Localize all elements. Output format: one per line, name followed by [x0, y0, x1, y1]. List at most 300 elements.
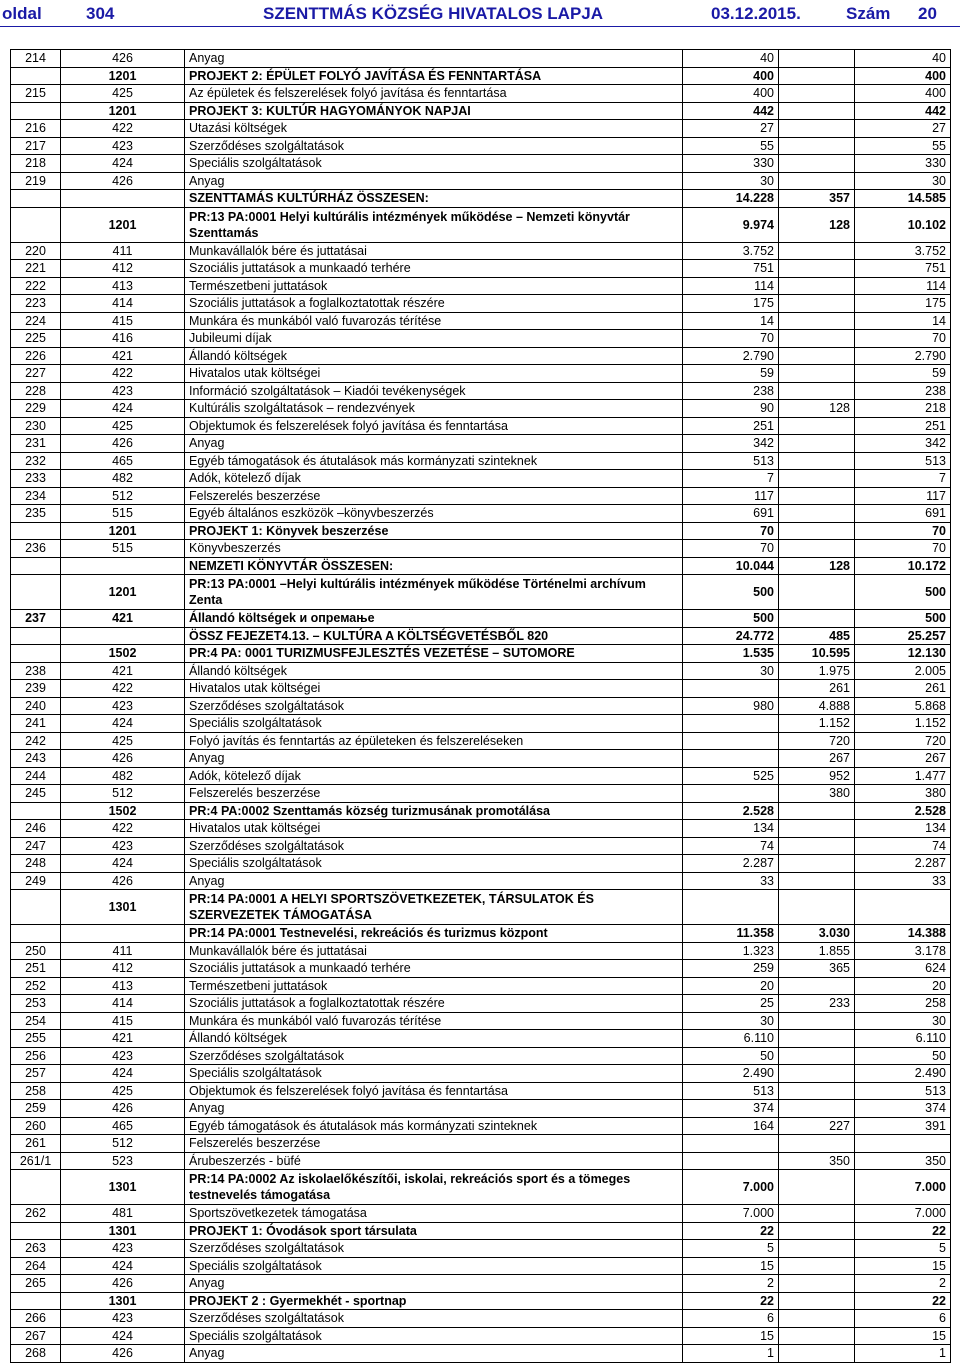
table-row: [11, 1065, 951, 1083]
cell-amount-1: 50: [683, 1047, 779, 1065]
table-row: [11, 1257, 951, 1275]
cell-description: Anyag: [185, 1345, 683, 1363]
cell-account-code: 422: [61, 120, 185, 138]
cell-amount-1: 442: [683, 102, 779, 120]
cell-amount-2: [779, 1082, 855, 1100]
cell-row-number: 262: [11, 1205, 61, 1223]
cell-amount-2: [779, 1065, 855, 1083]
cell-row-number: 246: [11, 820, 61, 838]
cell-row-number: [11, 890, 61, 925]
cell-description: Anyag: [185, 50, 683, 68]
cell-account-code: 414: [61, 995, 185, 1013]
cell-account-code: 1201: [61, 102, 185, 120]
cell-amount-2: [779, 330, 855, 348]
table-row: [11, 365, 951, 383]
cell-amount-total: 10.172: [855, 557, 951, 575]
table-row: [11, 172, 951, 190]
cell-amount-total: [855, 890, 951, 925]
cell-description: PR:14 PA:0001 A HELYI SPORTSZÖVETKEZETEK, TÁRSULATOK ÉS SZERVEZETEK TÁMOGATÁSA: [185, 890, 683, 925]
cell-amount-total: 134: [855, 820, 951, 838]
cell-account-code: 1201: [61, 522, 185, 540]
budget-table: [10, 49, 951, 1363]
cell-amount-1: [683, 785, 779, 803]
table-row: [11, 750, 951, 768]
table-row: [11, 1082, 951, 1100]
cell-amount-2: [779, 1030, 855, 1048]
table-row: [11, 67, 951, 85]
cell-description: PROJEKT 1: Óvodások sport társulata: [185, 1222, 683, 1240]
cell-amount-total: 59: [855, 365, 951, 383]
cell-amount-total: 10.102: [855, 207, 951, 242]
budget-table-body: [11, 50, 951, 1363]
cell-amount-2: 1.975: [779, 662, 855, 680]
cell-amount-total: 6.110: [855, 1030, 951, 1048]
cell-amount-2: [779, 260, 855, 278]
table-row: [11, 50, 951, 68]
cell-account-code: 424: [61, 400, 185, 418]
cell-account-code: 426: [61, 872, 185, 890]
cell-account-code: 1301: [61, 1170, 185, 1205]
cell-row-number: 216: [11, 120, 61, 138]
table-row: [11, 557, 951, 575]
table-row: [11, 1170, 951, 1205]
cell-amount-1: 33: [683, 872, 779, 890]
cell-account-code: 412: [61, 960, 185, 978]
cell-row-number: [11, 575, 61, 610]
cell-account-code: 421: [61, 347, 185, 365]
header-issue-number: 20: [918, 4, 937, 23]
table-row: [11, 102, 951, 120]
cell-amount-2: 128: [779, 400, 855, 418]
cell-amount-total: 330: [855, 155, 951, 173]
cell-description: Anyag: [185, 872, 683, 890]
table-row: [11, 610, 951, 628]
cell-row-number: 233: [11, 470, 61, 488]
cell-amount-2: [779, 802, 855, 820]
cell-account-code: 413: [61, 277, 185, 295]
cell-description: Anyag: [185, 435, 683, 453]
cell-amount-2: [779, 1012, 855, 1030]
cell-account-code: 482: [61, 767, 185, 785]
cell-amount-1: 14.228: [683, 190, 779, 208]
cell-amount-total: 15: [855, 1327, 951, 1345]
cell-description: Jubileumi díjak: [185, 330, 683, 348]
cell-amount-1: 15: [683, 1257, 779, 1275]
cell-row-number: [11, 1170, 61, 1205]
cell-amount-total: 391: [855, 1117, 951, 1135]
cell-account-code: 1301: [61, 890, 185, 925]
cell-amount-1: 25: [683, 995, 779, 1013]
cell-amount-total: 350: [855, 1152, 951, 1170]
cell-row-number: 260: [11, 1117, 61, 1135]
cell-amount-2: [779, 575, 855, 610]
table-row: [11, 85, 951, 103]
cell-amount-2: 1.152: [779, 715, 855, 733]
cell-amount-2: [779, 155, 855, 173]
cell-row-number: 222: [11, 277, 61, 295]
cell-amount-2: [779, 1100, 855, 1118]
cell-row-number: 228: [11, 382, 61, 400]
cell-account-code: 415: [61, 1012, 185, 1030]
cell-account-code: 426: [61, 750, 185, 768]
table-row: [11, 1117, 951, 1135]
cell-amount-1: 1: [683, 1345, 779, 1363]
cell-description: Szociális juttatások a foglalkoztatottak részére: [185, 995, 683, 1013]
cell-account-code: 412: [61, 260, 185, 278]
cell-amount-1: [683, 715, 779, 733]
cell-row-number: 254: [11, 1012, 61, 1030]
cell-account-code: 415: [61, 312, 185, 330]
cell-row-number: 239: [11, 680, 61, 698]
cell-amount-1: 5: [683, 1240, 779, 1258]
cell-amount-2: 952: [779, 767, 855, 785]
cell-amount-1: [683, 732, 779, 750]
cell-account-code: 424: [61, 715, 185, 733]
cell-amount-total: 14.388: [855, 925, 951, 943]
cell-amount-total: 3.752: [855, 242, 951, 260]
cell-row-number: 218: [11, 155, 61, 173]
cell-amount-2: [779, 540, 855, 558]
page-header: [0, 0, 960, 26]
cell-amount-1: [683, 1152, 779, 1170]
cell-description: PROJEKT 2 : Gyermekhét - sportnap: [185, 1292, 683, 1310]
cell-amount-2: 1.855: [779, 942, 855, 960]
cell-amount-2: 227: [779, 1117, 855, 1135]
cell-amount-1: 251: [683, 417, 779, 435]
table-row: [11, 1240, 951, 1258]
cell-amount-2: [779, 417, 855, 435]
table-row: [11, 575, 951, 610]
cell-amount-total: 27: [855, 120, 951, 138]
cell-account-code: 426: [61, 50, 185, 68]
cell-description: Állandó költségek: [185, 662, 683, 680]
cell-amount-1: 59: [683, 365, 779, 383]
cell-account-code: 423: [61, 382, 185, 400]
cell-amount-1: 11.358: [683, 925, 779, 943]
table-row: [11, 925, 951, 943]
cell-amount-total: 500: [855, 575, 951, 610]
cell-amount-2: [779, 855, 855, 873]
cell-amount-2: [779, 505, 855, 523]
cell-amount-2: [779, 312, 855, 330]
cell-row-number: 268: [11, 1345, 61, 1363]
cell-account-code: 424: [61, 155, 185, 173]
cell-amount-1: 6: [683, 1310, 779, 1328]
cell-amount-total: 14: [855, 312, 951, 330]
cell-amount-total: 70: [855, 540, 951, 558]
cell-row-number: 230: [11, 417, 61, 435]
cell-amount-2: [779, 120, 855, 138]
cell-amount-1: [683, 680, 779, 698]
table-row: [11, 190, 951, 208]
cell-row-number: 217: [11, 137, 61, 155]
cell-amount-total: 3.178: [855, 942, 951, 960]
cell-description: Anyag: [185, 750, 683, 768]
cell-description: NEMZETI KÖNYVTÁR ÖSSZESEN:: [185, 557, 683, 575]
cell-amount-total: 40: [855, 50, 951, 68]
cell-row-number: 245: [11, 785, 61, 803]
cell-account-code: 423: [61, 1310, 185, 1328]
cell-amount-total: 55: [855, 137, 951, 155]
cell-amount-2: [779, 487, 855, 505]
cell-account-code: 1201: [61, 67, 185, 85]
cell-amount-total: 2.790: [855, 347, 951, 365]
table-row: [11, 767, 951, 785]
cell-account-code: 1301: [61, 1222, 185, 1240]
cell-account-code: 512: [61, 1135, 185, 1153]
table-row: [11, 1012, 951, 1030]
cell-row-number: 243: [11, 750, 61, 768]
cell-row-number: 238: [11, 662, 61, 680]
cell-row-number: 215: [11, 85, 61, 103]
cell-description: Információ szolgáltatások – Kiadói tevékenységek: [185, 382, 683, 400]
cell-row-number: 266: [11, 1310, 61, 1328]
cell-amount-2: [779, 347, 855, 365]
cell-amount-1: 175: [683, 295, 779, 313]
cell-description: Adók, kötelező díjak: [185, 470, 683, 488]
cell-amount-total: 500: [855, 610, 951, 628]
table-row: [11, 120, 951, 138]
cell-description: Folyó javítás és fenntartás az épületeken és felszereléseken: [185, 732, 683, 750]
cell-account-code: 413: [61, 977, 185, 995]
table-row: [11, 1030, 951, 1048]
cell-amount-2: 261: [779, 680, 855, 698]
cell-amount-total: 25.257: [855, 627, 951, 645]
table-row: [11, 960, 951, 978]
cell-amount-2: 233: [779, 995, 855, 1013]
cell-amount-total: 30: [855, 1012, 951, 1030]
cell-account-code: 465: [61, 1117, 185, 1135]
cell-description: Anyag: [185, 1100, 683, 1118]
cell-amount-total: 751: [855, 260, 951, 278]
table-row: [11, 1135, 951, 1153]
table-row: [11, 837, 951, 855]
cell-amount-total: 238: [855, 382, 951, 400]
cell-amount-1: 22: [683, 1292, 779, 1310]
cell-amount-total: 261: [855, 680, 951, 698]
cell-description: Felszerelés beszerzése: [185, 487, 683, 505]
cell-amount-1: 330: [683, 155, 779, 173]
cell-row-number: 229: [11, 400, 61, 418]
cell-account-code: 421: [61, 610, 185, 628]
cell-amount-2: [779, 382, 855, 400]
cell-amount-total: 2.005: [855, 662, 951, 680]
cell-amount-total: 2.528: [855, 802, 951, 820]
cell-row-number: 247: [11, 837, 61, 855]
cell-description: Speciális szolgáltatások: [185, 1327, 683, 1345]
cell-row-number: 258: [11, 1082, 61, 1100]
cell-amount-1: 7.000: [683, 1205, 779, 1223]
cell-description: Szerződéses szolgáltatások: [185, 137, 683, 155]
table-row: [11, 207, 951, 242]
cell-amount-1: 2.528: [683, 802, 779, 820]
table-row: [11, 522, 951, 540]
cell-amount-total: [855, 1135, 951, 1153]
cell-amount-total: 400: [855, 67, 951, 85]
cell-amount-2: [779, 522, 855, 540]
cell-amount-2: 365: [779, 960, 855, 978]
cell-row-number: 232: [11, 452, 61, 470]
table-row: [11, 1327, 951, 1345]
cell-amount-1: 513: [683, 1082, 779, 1100]
cell-amount-total: 342: [855, 435, 951, 453]
cell-amount-2: [779, 890, 855, 925]
cell-amount-total: 374: [855, 1100, 951, 1118]
table-row: [11, 1345, 951, 1363]
table-row: [11, 802, 951, 820]
cell-amount-total: 380: [855, 785, 951, 803]
cell-description: SZENTTAMÁS KULTÚRHÁZ ÖSSZESEN:: [185, 190, 683, 208]
table-row: [11, 452, 951, 470]
cell-row-number: 237: [11, 610, 61, 628]
cell-row-number: [11, 925, 61, 943]
cell-account-code: 424: [61, 855, 185, 873]
cell-amount-total: 251: [855, 417, 951, 435]
cell-amount-2: 350: [779, 1152, 855, 1170]
cell-account-code: 422: [61, 680, 185, 698]
cell-description: Speciális szolgáltatások: [185, 1257, 683, 1275]
cell-account-code: 423: [61, 137, 185, 155]
cell-account-code: 421: [61, 1030, 185, 1048]
cell-row-number: 240: [11, 697, 61, 715]
cell-amount-1: 30: [683, 172, 779, 190]
cell-account-code: 523: [61, 1152, 185, 1170]
cell-amount-1: 30: [683, 662, 779, 680]
cell-amount-1: [683, 750, 779, 768]
cell-row-number: 226: [11, 347, 61, 365]
cell-row-number: 263: [11, 1240, 61, 1258]
table-row: [11, 487, 951, 505]
cell-account-code: 426: [61, 1275, 185, 1293]
cell-description: Szerződéses szolgáltatások: [185, 697, 683, 715]
cell-description: Speciális szolgáltatások: [185, 715, 683, 733]
cell-amount-total: 2.287: [855, 855, 951, 873]
table-row: [11, 242, 951, 260]
cell-description: ÖSSZ FEJEZET4.13. – KULTÚRA A KÖLTSÉGVETÉSBŐL 820: [185, 627, 683, 645]
cell-row-number: 252: [11, 977, 61, 995]
cell-account-code: 1201: [61, 207, 185, 242]
cell-amount-total: 20: [855, 977, 951, 995]
cell-amount-2: 3.030: [779, 925, 855, 943]
cell-amount-1: 2.490: [683, 1065, 779, 1083]
cell-amount-1: 7: [683, 470, 779, 488]
cell-row-number: 220: [11, 242, 61, 260]
cell-row-number: 234: [11, 487, 61, 505]
cell-amount-2: 720: [779, 732, 855, 750]
cell-amount-2: [779, 1047, 855, 1065]
cell-amount-1: 691: [683, 505, 779, 523]
cell-amount-2: [779, 1310, 855, 1328]
cell-amount-2: [779, 295, 855, 313]
table-row: [11, 977, 951, 995]
cell-amount-1: 500: [683, 610, 779, 628]
cell-amount-2: [779, 102, 855, 120]
cell-amount-total: 14.585: [855, 190, 951, 208]
table-row: [11, 400, 951, 418]
cell-description: Anyag: [185, 172, 683, 190]
cell-account-code: [61, 627, 185, 645]
cell-amount-total: 5: [855, 1240, 951, 1258]
cell-row-number: 250: [11, 942, 61, 960]
cell-account-code: 425: [61, 1082, 185, 1100]
table-row: [11, 820, 951, 838]
cell-row-number: 257: [11, 1065, 61, 1083]
cell-amount-1: 70: [683, 522, 779, 540]
table-row: [11, 1100, 951, 1118]
cell-amount-total: 2: [855, 1275, 951, 1293]
table-row: [11, 680, 951, 698]
cell-amount-2: [779, 452, 855, 470]
header-page-number: 304: [86, 4, 115, 23]
cell-amount-total: 7.000: [855, 1170, 951, 1205]
cell-row-number: 227: [11, 365, 61, 383]
cell-description: Egyéb általános eszközök –könyvbeszerzés: [185, 505, 683, 523]
cell-description: Egyéb támogatások és átutalások más kormányzati szinteknek: [185, 452, 683, 470]
cell-amount-1: 90: [683, 400, 779, 418]
cell-account-code: 423: [61, 697, 185, 715]
cell-row-number: 267: [11, 1327, 61, 1345]
cell-account-code: 425: [61, 85, 185, 103]
cell-amount-total: 624: [855, 960, 951, 978]
cell-account-code: 465: [61, 452, 185, 470]
cell-amount-2: [779, 1345, 855, 1363]
table-row: [11, 435, 951, 453]
cell-amount-2: [779, 1135, 855, 1153]
table-row: [11, 330, 951, 348]
table-row: [11, 1047, 951, 1065]
cell-amount-total: 22: [855, 1292, 951, 1310]
cell-row-number: 235: [11, 505, 61, 523]
cell-amount-1: 74: [683, 837, 779, 855]
cell-account-code: 411: [61, 242, 185, 260]
cell-description: Szerződéses szolgáltatások: [185, 1240, 683, 1258]
cell-row-number: [11, 645, 61, 663]
cell-row-number: 241: [11, 715, 61, 733]
cell-account-code: 426: [61, 1345, 185, 1363]
cell-row-number: [11, 627, 61, 645]
cell-account-code: [61, 557, 185, 575]
cell-amount-total: 30: [855, 172, 951, 190]
cell-account-code: 426: [61, 172, 185, 190]
cell-description: Adók, kötelező díjak: [185, 767, 683, 785]
cell-amount-1: 751: [683, 260, 779, 278]
cell-amount-2: [779, 85, 855, 103]
cell-amount-1: 400: [683, 67, 779, 85]
cell-amount-1: 10.044: [683, 557, 779, 575]
cell-account-code: 421: [61, 662, 185, 680]
table-row: [11, 382, 951, 400]
cell-description: Az épületek és felszerelések folyó javítása és fenntartása: [185, 85, 683, 103]
table-row: [11, 1152, 951, 1170]
cell-row-number: 242: [11, 732, 61, 750]
cell-account-code: 425: [61, 732, 185, 750]
cell-amount-2: [779, 1205, 855, 1223]
cell-amount-1: 55: [683, 137, 779, 155]
cell-description: Munkára és munkából való fuvarozás térítése: [185, 1012, 683, 1030]
cell-row-number: [11, 1292, 61, 1310]
table-row: [11, 872, 951, 890]
cell-row-number: 259: [11, 1100, 61, 1118]
cell-amount-1: 40: [683, 50, 779, 68]
cell-amount-total: 7.000: [855, 1205, 951, 1223]
cell-amount-2: [779, 435, 855, 453]
cell-row-number: 256: [11, 1047, 61, 1065]
cell-amount-2: [779, 172, 855, 190]
cell-description: Felszerelés beszerzése: [185, 785, 683, 803]
cell-amount-2: [779, 365, 855, 383]
cell-amount-1: 70: [683, 330, 779, 348]
header-date: 03.12.2015.: [711, 4, 801, 23]
